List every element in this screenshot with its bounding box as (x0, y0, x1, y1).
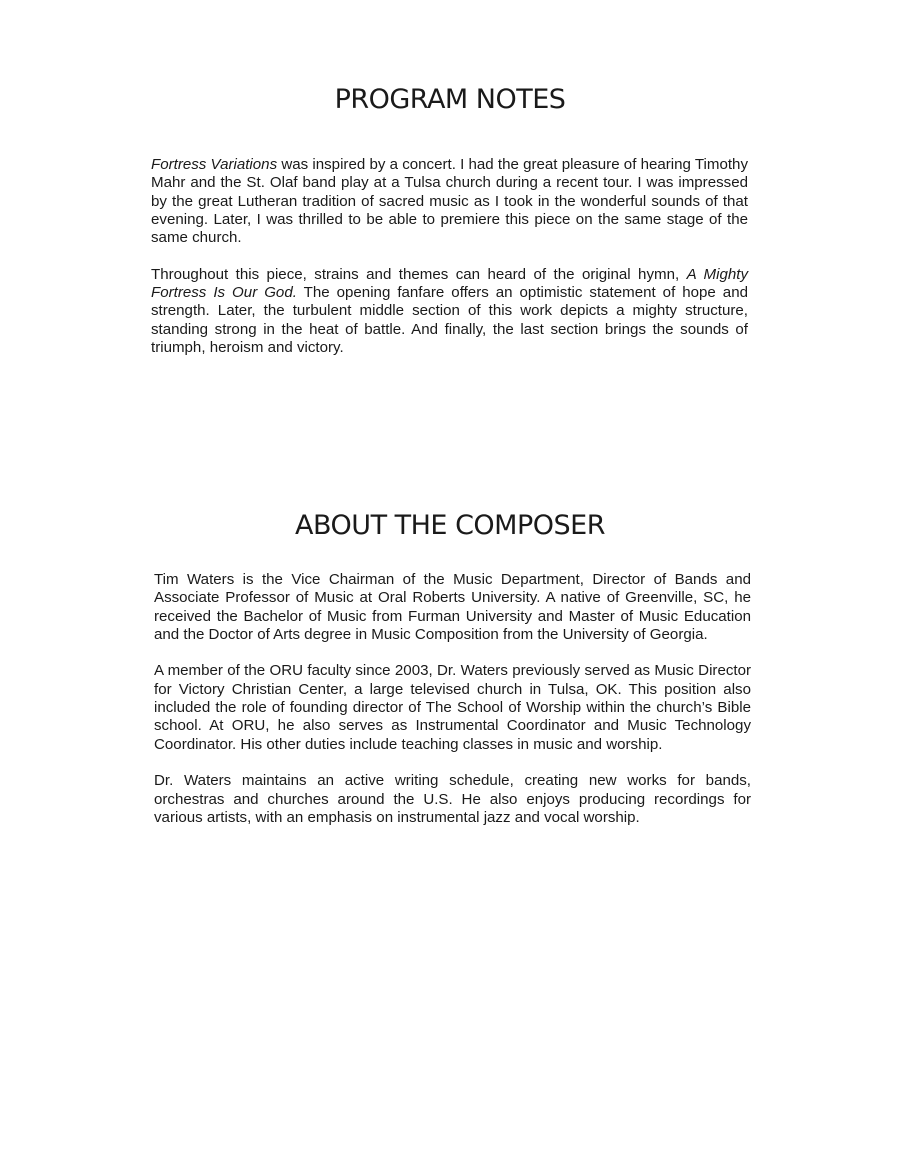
program-notes-paragraph-2-text-a: Throughout this piece, strains and themes can heard of the original hymn, (151, 265, 687, 283)
program-notes-heading: PROGRAM NOTES (334, 84, 566, 115)
about-composer-heading: ABOUT THE COMPOSER (295, 510, 605, 541)
about-composer-paragraph-2: A member of the ORU faculty since 2003, Dr. Waters previously served as Music Director for Victory Christian Center, a large televised church in Tulsa, OK. This position also included the role of founding director of The School of Worship within the church’s Bible school. At ORU, he also serves as Instrumental Coordinator and Music Technology Coordinator. His other duties include teaching classes in music and worship. (154, 662, 751, 753)
program-notes-paragraph-2 (151, 266, 748, 357)
hymn-title: A Mighty Fortress Is Our God. (151, 265, 748, 302)
program-notes-section (151, 156, 748, 376)
about-composer-section (154, 571, 751, 845)
program-notes-paragraph-2-text-b: The opening fanfare offers an optimistic statement of hope and strength. Later, the turbulent middle section of this work depicts a mighty structure, standing strong in the heat of battle. And finally, the last section brings the sounds of triumph, heroism and victory. (151, 284, 748, 356)
program-notes-paragraph-1 (151, 156, 748, 247)
about-composer-paragraph-1: Tim Waters is the Vice Chairman of the Music Department, Director of Bands and Associate Professor of Music at Oral Roberts University. A native of Greenville, SC, he received the Bachelor of Music from Furman University and Master of Music Education and the Doctor of Arts degree in Music Composition from the University of Georgia. (154, 571, 751, 643)
program-notes-paragraph-1-text: was inspired by a concert. I had the great pleasure of hearing Timothy Mahr and the St. Olaf band play at a Tulsa church during a recent tour. I was impressed by the great Lutheran tradition of sacred music as I took in the wonderful sounds of that evening. Later, I was thrilled to be able to premiere this piece on the same stage of the same church. (151, 156, 748, 247)
work-title: Fortress Variations (151, 156, 278, 173)
about-composer-paragraph-3: Dr. Waters maintains an active writing schedule, creating new works for bands, orchestras and churches around the U.S. He also enjoys producing recordings for various artists, with an emphasis on instrumental jazz and vocal worship. (154, 772, 751, 826)
